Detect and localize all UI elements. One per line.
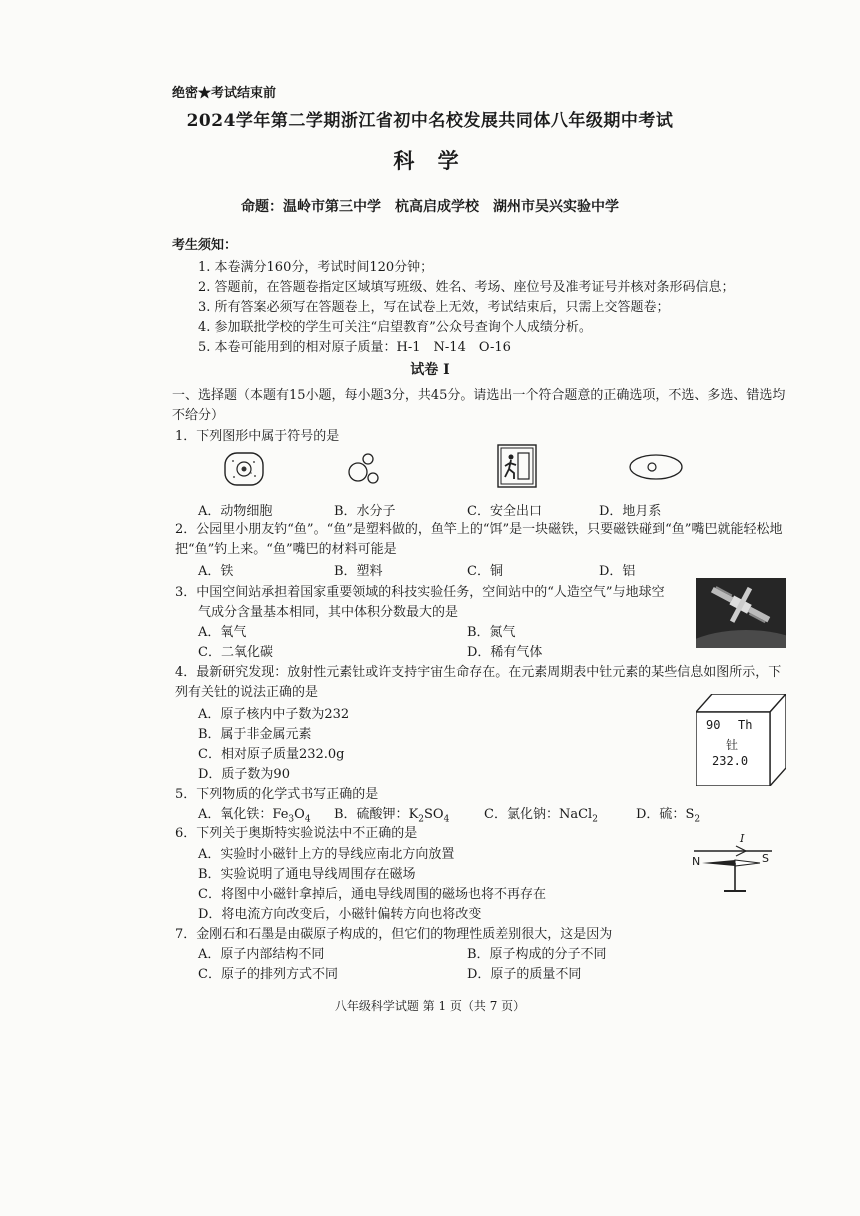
north-label: N — [692, 855, 701, 868]
q3-option-b: B．氮气 — [467, 625, 516, 640]
south-label: S — [762, 852, 769, 865]
q2-option-a: A．铁 — [198, 564, 234, 579]
element-mass: 232.0 — [712, 754, 749, 768]
q7-option-d: D．原子的质量不同 — [467, 967, 582, 982]
q6-option-a: A．实验时小磁针上方的导线应南北方向放置 — [198, 847, 455, 862]
q2-option-b: B．塑料 — [334, 564, 383, 579]
question-1-stem: 1．下列图形中属于符号的是 — [175, 429, 340, 444]
needle-north-half — [702, 860, 735, 866]
q7-option-b: B．原子构成的分子不同 — [467, 947, 607, 962]
page-footer: 八年级科学试题 第 1 页（共 7 页） — [334, 999, 526, 1013]
question-5-stem: 5．下列物质的化学式书写正确的是 — [175, 787, 379, 802]
element-cell-thorium — [696, 694, 786, 786]
q6-option-d: D．将电流方向改变后，小磁针偏转方向也将改变 — [198, 907, 482, 922]
q5-option-c: C．氯化钠：NaCl$_2$ — [484, 807, 598, 825]
q7-option-c: C．原子的排列方式不同 — [198, 967, 338, 982]
q7-option-a: A．原子内部结构不同 — [198, 947, 325, 962]
q6-option-c: C．将图中小磁针拿掉后，通电导线周围的磁场也将不再存在 — [198, 887, 546, 902]
q3-option-d: D．稀有气体 — [467, 645, 543, 660]
notice-item: 5. 本卷可能用到的相对原子质量：H-1 N-14 O-16 — [198, 340, 511, 355]
needle-south-half — [735, 860, 760, 866]
q4-option-d: D．质子数为90 — [198, 767, 290, 782]
water-molecule-icon — [346, 452, 382, 486]
q3-option-c: C．二氧化碳 — [198, 645, 273, 660]
authors-line: 命题：温岭市第三中学 杭高启成学校 湖州市吴兴实验中学 — [241, 199, 619, 215]
q6-option-b: B．实验说明了通电导线周围存在磁场 — [198, 867, 416, 882]
section-intro: 一、选择题（本题有15小题，每小题3分，共45分。请选出一个符合题意的正确选项，不选、多选、错选均不给分） — [172, 388, 786, 423]
oersted-experiment-diagram — [688, 836, 780, 900]
question-4-stem: 4．最新研究发现：放射性元素钍或许支持宇宙生命存在。在元素周期表中钍元素的某些信息如图所示，下列有关钍的说法正确的是 — [175, 665, 782, 700]
q1-option-d: D．地月系 — [599, 504, 662, 519]
q5-option-a: A．氧化铁：$Fe_3O_4$ — [198, 807, 311, 825]
notice-item: 1. 本卷满分160分，考试时间120分钟； — [198, 260, 434, 275]
q3-option-a: A．氧气 — [198, 625, 247, 640]
question-3-stem-line2: 气成分含量基本相同，其中体积分数最大的是 — [198, 605, 459, 620]
exit-sign-icon — [497, 444, 537, 488]
q4-option-a: A．原子核内中子数为232 — [198, 707, 350, 722]
q1-option-a: A．动物细胞 — [198, 504, 273, 519]
notice-item: 2. 答题前，在答题卷指定区域填写班级、姓名、考场、座位号及准考证号并核对条形码信息； — [198, 280, 735, 295]
q4-option-c: C．相对原子质量232.0g — [198, 747, 345, 762]
question-6-stem: 6．下列关于奥斯特实验说法中不正确的是 — [175, 826, 418, 841]
notice-item: 3. 所有答案必须写在答题卷上，写在试卷上无效，考试结束后，只需上交答题卷； — [198, 300, 670, 315]
element-number: 90 — [706, 718, 721, 732]
question-2-stem: 2．公园里小朋友钓“鱼”。“鱼”是塑料做的，鱼竿上的“饵”是一块磁铁，只要磁铁碰到“鱼”嘴巴就能轻松地把“鱼”钓上来。“鱼”嘴巴的材料可能是 — [175, 522, 783, 557]
animal-cell-icon — [222, 450, 266, 488]
space-station-photo — [696, 578, 786, 648]
subject-title: 科 学 — [393, 148, 467, 173]
q5-option-b: B．硫酸钾：$K_2SO_4$ — [334, 807, 450, 825]
notice-item: 4. 参加联批学校的学生可关注“启望教育”公众号查询个人成绩分析。 — [198, 320, 592, 335]
q1-option-c: C．安全出口 — [467, 504, 542, 519]
element-name: 钍 — [726, 738, 739, 752]
q2-option-c: C．铜 — [467, 564, 503, 579]
question-7-stem: 7．金刚石和石墨是由碳原子构成的，但它们的物理性质差别很大，这是因为 — [175, 927, 613, 942]
earth-moon-system-icon — [628, 452, 684, 482]
q4-option-b: B．属于非金属元素 — [198, 727, 312, 742]
q1-option-b: B．水分子 — [334, 504, 396, 519]
q5-option-d: D．硫：$S_2$ — [636, 807, 701, 825]
current-label: I — [740, 832, 745, 845]
paper-title: 试卷 I — [410, 362, 450, 378]
element-symbol: Th — [738, 718, 753, 732]
q2-option-d: D．铝 — [599, 564, 636, 579]
notice-heading: 考生须知： — [172, 238, 238, 253]
question-3-stem-line1: 3．中国空间站承担着国家重要领域的科技实验任务，空间站中的“人造空气”与地球空 — [175, 585, 665, 600]
exam-title: 2024学年第二学期浙江省初中名校发展共同体八年级期中考试 — [186, 111, 674, 131]
confidential-label: 绝密★考试结束前 — [172, 86, 277, 101]
